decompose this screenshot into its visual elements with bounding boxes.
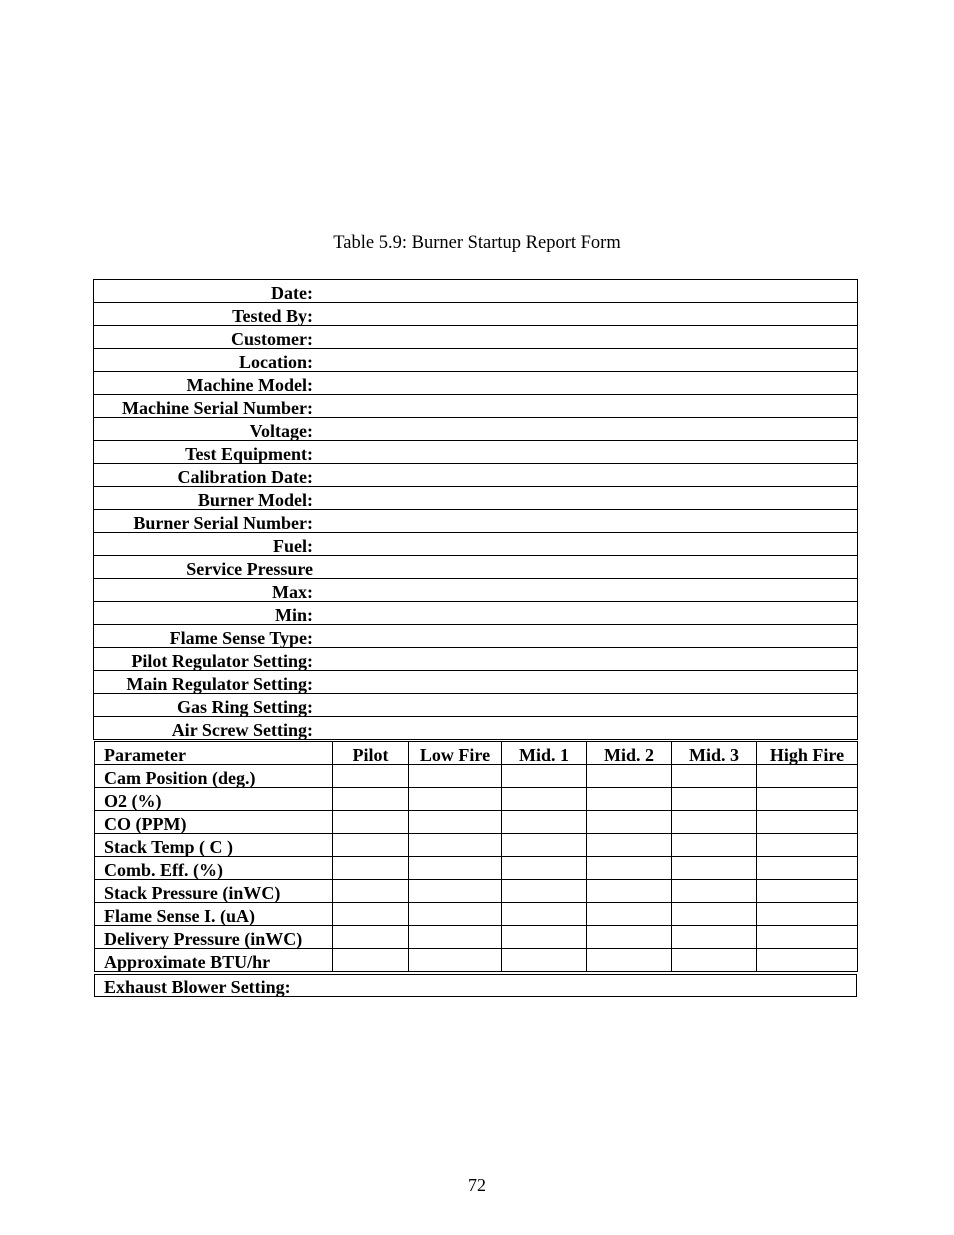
parameter-table <box>94 741 858 972</box>
info-row <box>94 671 858 694</box>
parameter-value-cell[interactable] <box>502 949 587 972</box>
parameter-value-cell[interactable] <box>672 765 757 788</box>
parameter-row <box>95 857 858 880</box>
parameter-value-cell[interactable] <box>757 811 858 834</box>
parameter-value-cell[interactable] <box>333 834 409 857</box>
parameter-value-cell[interactable] <box>672 857 757 880</box>
parameter-value-cell[interactable] <box>757 788 858 811</box>
parameter-label: Comb. Eff. (%) <box>95 857 333 880</box>
parameter-value-cell[interactable] <box>587 765 672 788</box>
parameter-value-cell[interactable] <box>502 926 587 949</box>
info-row <box>94 533 858 556</box>
parameter-row <box>95 880 858 903</box>
parameter-value-cell[interactable] <box>757 765 858 788</box>
parameter-value-cell[interactable] <box>409 880 502 903</box>
info-field-label: Test Equipment: <box>94 441 314 464</box>
info-field-value[interactable] <box>313 303 858 326</box>
info-row <box>94 441 858 464</box>
info-field-value[interactable] <box>313 533 858 556</box>
parameter-value-cell[interactable] <box>502 811 587 834</box>
info-field-value[interactable] <box>313 602 858 625</box>
parameter-value-cell[interactable] <box>757 857 858 880</box>
info-field-value[interactable] <box>313 349 858 372</box>
parameter-value-cell[interactable] <box>587 880 672 903</box>
info-row <box>94 395 858 418</box>
info-field-value[interactable] <box>313 625 858 648</box>
parameter-value-cell[interactable] <box>409 811 502 834</box>
exhaust-blower-row <box>95 975 857 997</box>
parameter-row <box>95 788 858 811</box>
parameter-value-cell[interactable] <box>333 857 409 880</box>
table-caption: Table 5.9: Burner Startup Report Form <box>333 233 621 253</box>
info-field-value[interactable] <box>313 671 858 694</box>
info-field-label: Pilot Regulator Setting: <box>94 648 314 671</box>
parameter-value-cell[interactable] <box>409 949 502 972</box>
info-field-value[interactable] <box>313 487 858 510</box>
parameter-value-cell[interactable] <box>672 811 757 834</box>
parameter-header-row <box>95 742 858 765</box>
info-row <box>94 694 858 717</box>
info-field-label: Gas Ring Setting: <box>94 694 314 717</box>
info-row <box>94 349 858 372</box>
parameter-value-cell[interactable] <box>757 949 858 972</box>
info-row <box>94 717 858 740</box>
parameter-value-cell[interactable] <box>502 788 587 811</box>
parameter-value-cell[interactable] <box>333 926 409 949</box>
column-header: Mid. 2 <box>587 742 672 765</box>
parameter-value-cell[interactable] <box>587 788 672 811</box>
info-field-value[interactable] <box>313 694 858 717</box>
column-header: Pilot <box>333 742 409 765</box>
parameter-row <box>95 949 858 972</box>
info-row <box>94 579 858 602</box>
info-fields-table <box>93 279 858 740</box>
parameter-value-cell[interactable] <box>333 811 409 834</box>
parameter-label: Delivery Pressure (inWC) <box>95 926 333 949</box>
info-field-label: Voltage: <box>94 418 314 441</box>
info-field-value[interactable] <box>313 326 858 349</box>
parameter-value-cell[interactable] <box>502 903 587 926</box>
parameter-value-cell[interactable] <box>587 926 672 949</box>
parameter-value-cell[interactable] <box>333 765 409 788</box>
parameter-value-cell[interactable] <box>409 903 502 926</box>
parameter-label: CO (PPM) <box>95 811 333 834</box>
column-header: High Fire <box>757 742 858 765</box>
column-header: Mid. 1 <box>502 742 587 765</box>
info-row <box>94 602 858 625</box>
parameter-label: Flame Sense I. (uA) <box>95 903 333 926</box>
info-field-label: Burner Model: <box>94 487 314 510</box>
info-row <box>94 326 858 349</box>
parameter-value-cell[interactable] <box>333 788 409 811</box>
info-field-label: Burner Serial Number: <box>94 510 314 533</box>
parameter-value-cell[interactable] <box>409 857 502 880</box>
parameter-value-cell[interactable] <box>502 765 587 788</box>
info-field-label: Flame Sense Type: <box>94 625 314 648</box>
info-field-label: Air Screw Setting: <box>94 717 314 740</box>
info-row <box>94 372 858 395</box>
info-field-label: Tested By: <box>94 303 314 326</box>
parameter-value-cell[interactable] <box>672 788 757 811</box>
parameter-value-cell[interactable] <box>333 880 409 903</box>
info-field-value[interactable] <box>313 648 858 671</box>
parameter-value-cell[interactable] <box>587 857 672 880</box>
info-row <box>94 303 858 326</box>
parameter-value-cell[interactable] <box>409 834 502 857</box>
parameter-row <box>95 811 858 834</box>
exhaust-blower-table <box>94 974 857 997</box>
burner-startup-report-form <box>93 279 858 997</box>
parameter-row <box>95 903 858 926</box>
info-field-value[interactable] <box>313 464 858 487</box>
parameter-value-cell[interactable] <box>672 834 757 857</box>
info-field-value[interactable] <box>313 510 858 533</box>
parameter-value-cell[interactable] <box>333 949 409 972</box>
parameter-row <box>95 834 858 857</box>
info-field-label: Date: <box>94 280 314 303</box>
parameter-value-cell[interactable] <box>757 903 858 926</box>
info-field-label: Main Regulator Setting: <box>94 671 314 694</box>
parameter-row <box>95 765 858 788</box>
parameter-label: Cam Position (deg.) <box>95 765 333 788</box>
parameter-value-cell[interactable] <box>502 834 587 857</box>
parameter-value-cell[interactable] <box>333 903 409 926</box>
info-field-label: Min: <box>94 602 314 625</box>
info-row <box>94 418 858 441</box>
info-field-label: Max: <box>94 579 314 602</box>
info-field-label: Fuel: <box>94 533 314 556</box>
info-field-value[interactable] <box>313 717 858 740</box>
info-field-value[interactable] <box>313 441 858 464</box>
info-field-label: Customer: <box>94 326 314 349</box>
parameter-value-cell[interactable] <box>587 834 672 857</box>
info-row <box>94 487 858 510</box>
parameter-value-cell[interactable] <box>409 788 502 811</box>
info-row <box>94 280 858 303</box>
parameter-value-cell[interactable] <box>587 949 672 972</box>
info-row <box>94 648 858 671</box>
info-row <box>94 625 858 648</box>
parameter-value-cell[interactable] <box>409 765 502 788</box>
parameter-label: Stack Temp ( C ) <box>95 834 333 857</box>
info-field-value[interactable] <box>313 418 858 441</box>
parameter-value-cell[interactable] <box>757 880 858 903</box>
exhaust-blower-label: Exhaust Blower Setting: <box>95 975 857 997</box>
info-field-value[interactable] <box>313 579 858 602</box>
info-field-label: Machine Serial Number: <box>94 395 314 418</box>
parameter-label: O2 (%) <box>95 788 333 811</box>
parameter-value-cell[interactable] <box>672 880 757 903</box>
info-field-label: Calibration Date: <box>94 464 314 487</box>
parameter-value-cell[interactable] <box>502 857 587 880</box>
parameter-value-cell[interactable] <box>672 903 757 926</box>
column-header: Low Fire <box>409 742 502 765</box>
column-header: Mid. 3 <box>672 742 757 765</box>
info-field-label: Service Pressure <box>94 556 314 579</box>
info-field-value[interactable] <box>313 556 858 579</box>
info-field-value[interactable] <box>313 372 858 395</box>
parameter-value-cell[interactable] <box>502 880 587 903</box>
column-header: Parameter <box>95 742 333 765</box>
parameter-value-cell[interactable] <box>672 926 757 949</box>
info-field-value[interactable] <box>313 280 858 303</box>
parameter-value-cell[interactable] <box>587 811 672 834</box>
parameter-value-cell[interactable] <box>757 926 858 949</box>
info-field-label: Location: <box>94 349 314 372</box>
parameter-label: Approximate BTU/hr <box>95 949 333 972</box>
page-number: 72 <box>468 1175 486 1195</box>
info-row <box>94 464 858 487</box>
info-field-label: Machine Model: <box>94 372 314 395</box>
parameter-label: Stack Pressure (inWC) <box>95 880 333 903</box>
info-row <box>94 510 858 533</box>
parameter-row <box>95 926 858 949</box>
info-row <box>94 556 858 579</box>
parameter-value-cell[interactable] <box>757 834 858 857</box>
parameter-value-cell[interactable] <box>587 903 672 926</box>
parameter-value-cell[interactable] <box>409 926 502 949</box>
parameter-value-cell[interactable] <box>672 949 757 972</box>
info-field-value[interactable] <box>313 395 858 418</box>
